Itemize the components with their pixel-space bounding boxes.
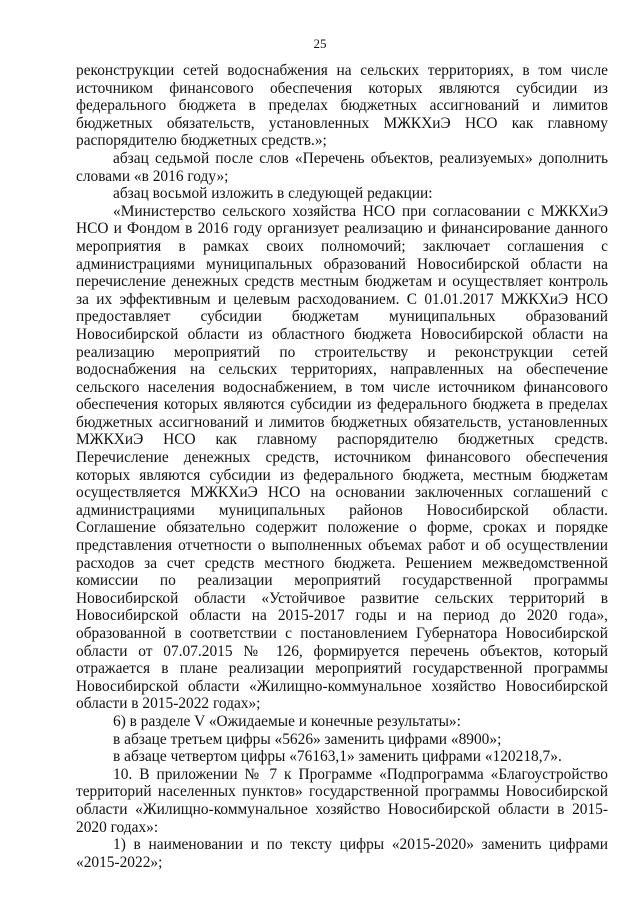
paragraph-intro-continuation: реконструкции сетей водоснабжения на сельских территориях, в том числе источником финансового обеспечения которых являются субсидии из федерального бюджета в пределах бюджетных ассигнований и лимитов бюджетных обязательств, установленных МЖКХиЭ НСО как главному распорядителю бюджетных средств.»; — [76, 62, 608, 150]
paragraph-new-wording: «Министерство сельского хозяйства НСО при согласовании с МЖКХиЭ НСО и Фондом в 2016 году организует реализацию и финансирование данного мероприятия в рамках своих полномочий; заключает соглашения с администрациями муниципальных образований Новосибирской области на перечисление денежных средств местным бюджетам и осуществляет контроль за их эффективным и целевым расходованием. С 01.01.2017 МЖКХиЭ НСО предоставляет субсидии бюджетам муниципальных образований Новосибирской области из областного бюджета Новосибирской области на реализацию мероприятий по строительству и реконструкции сетей водоснабжения на сельских территориях, направленных на обеспечение сельского населения водоснабжением, в том числе источником финансового обеспечения которых являются субсидии из федерального бюджета в пределах бюджетных ассигнований и лимитов бюджетных обязательств, установленных МЖКХиЭ НСО как главному распорядителю бюджетных средств. Перечисление денежных средств, источником финансового обеспечения которых являются субсидии из федерального бюджета, местным бюджетам осуществляется МЖКХиЭ НСО на основании заключенных соглашений с администрациями муниципальных районов Новосибирской области. Соглашение обязательно содержит положение о форме, сроках и порядке представления отчетности о выполненных объемах работ и об осуществлении расходов за счет средств местного бюджета. Решением межведомственной комиссии по реализации мероприятий государственной программы Новосибирской области «Устойчивое развитие сельских территорий в Новосибирской области на 2015-2017 годы и на период до 2020 года», образованной в соответствии с постановлением Губернатора Новосибирской области от 07.07.2015 № 126, формируется перечень объектов, который отражается в плане реализации мероприятий государственной программы Новосибирской области «Жилищно-коммунальное хозяйство Новосибирской области в 2015-2022 годах»; — [76, 202, 608, 713]
paragraph-item-6: 6) в разделе V «Ожидаемые и конечные результаты»: — [113, 712, 461, 730]
document-body — [76, 62, 608, 871]
paragraph-abzac-fourth: в абзаце четвертом цифры «76163,1» заменить цифрами «120218,7». — [113, 748, 562, 766]
page-number: 25 — [313, 36, 327, 51]
paragraph-subitem-1: 1) в наименовании и по тексту цифры «2015-2020» заменить цифрами «2015-2022»; — [76, 836, 608, 871]
paragraph-abzac-eighth: абзац восьмой изложить в следующей редакции: — [113, 185, 433, 203]
paragraph-abzac-third: в абзаце третьем цифры «5626» заменить цифрами «8900»; — [113, 730, 502, 748]
paragraph-abzac-seventh: абзац седьмой после слов «Перечень объектов, реализуемых» дополнить словами «в 2016 году»; — [76, 149, 608, 185]
paragraph-item-10: 10. В приложении № 7 к Программе «Подпрограмма «Благоустройство территорий населенных пунктов» государственной программы Новосибирской области «Жилищно-коммунальное хозяйство Новосибирской области в 2015-2020 годах»: — [76, 765, 608, 836]
